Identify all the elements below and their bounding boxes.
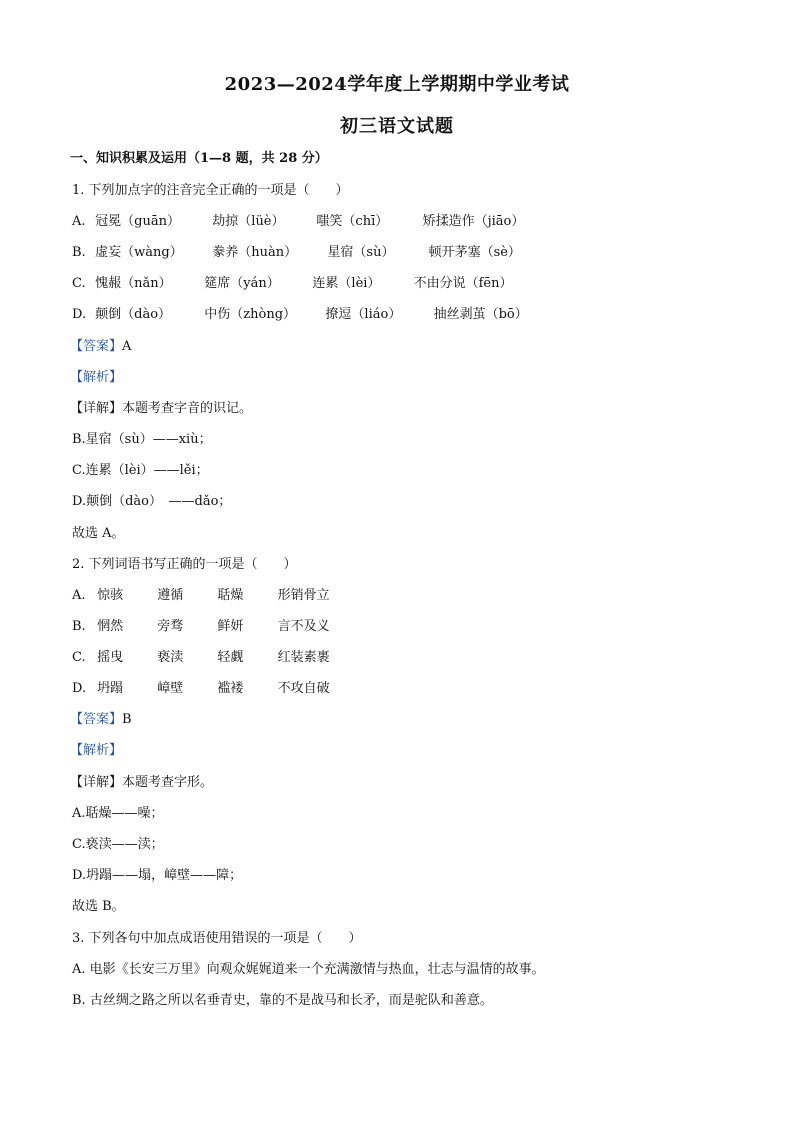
q2-conclusion: 故选 B。 bbox=[72, 899, 125, 914]
option-item: 亵渎 bbox=[157, 650, 184, 665]
detail-text: 本题考查字形。 bbox=[122, 775, 214, 790]
q1-option-a bbox=[72, 213, 524, 231]
option-letter: C. bbox=[72, 650, 86, 665]
option-item: 嗤笑（chī） bbox=[316, 214, 389, 229]
q2-option-d bbox=[72, 680, 330, 698]
option-letter: C. bbox=[72, 276, 86, 291]
q2-option-b bbox=[72, 618, 330, 636]
analysis-tag: 【解析】 bbox=[70, 743, 123, 758]
option-item: 言不及义 bbox=[277, 619, 330, 634]
option-letter: A. bbox=[72, 588, 86, 603]
q2-option-a bbox=[72, 587, 330, 605]
q3-stem: 3. 下列各句中加点成语使用错误的一项是（ ） bbox=[72, 931, 362, 946]
option-item: 星宿（sù） bbox=[327, 245, 395, 260]
option-item: 褴褛 bbox=[217, 681, 244, 696]
q1-option-c bbox=[72, 275, 512, 293]
option-item: 旁骛 bbox=[157, 619, 184, 634]
option-letter: D. bbox=[72, 307, 87, 322]
analysis-tag: 【解析】 bbox=[70, 370, 123, 385]
q3-option-b: B. 古丝绸之路之所以名垂青史，靠的不是战马和长矛，而是驼队和善意。 bbox=[72, 993, 493, 1008]
option-item: 顿开茅塞（sè） bbox=[428, 245, 521, 260]
q2-note-c: C.亵渎——渎； bbox=[72, 837, 164, 852]
answer-tag: 【答案】 bbox=[70, 339, 123, 354]
q2-stem: 2. 下列词语书写正确的一项是（ ） bbox=[72, 557, 297, 572]
q3-option-a: A. 电影《长安三万里》向观众娓娓道来一个充满激情与热血，壮志与温情的故事。 bbox=[72, 962, 545, 977]
option-item: 鲜妍 bbox=[217, 619, 244, 634]
option-item: 豢养（huàn） bbox=[212, 245, 298, 260]
option-item: 矫揉造作（jiāo） bbox=[422, 214, 525, 229]
q2-detail bbox=[70, 774, 213, 792]
q1-analysis bbox=[70, 369, 122, 387]
option-item: 颠倒（dào） bbox=[95, 307, 172, 322]
option-item: 坍蹋 bbox=[97, 681, 124, 696]
option-item: 轻觑 bbox=[217, 650, 244, 665]
q2-note-d: D.坍蹋——塌，嶂壁——障； bbox=[72, 868, 243, 883]
option-letter: B. bbox=[72, 619, 86, 634]
option-item: 惘然 bbox=[97, 619, 124, 634]
option-item: 聒燥 bbox=[217, 588, 244, 603]
option-item: 遵循 bbox=[157, 588, 184, 603]
option-item: 抽丝剥茧（bō） bbox=[433, 307, 528, 322]
option-item: 形销骨立 bbox=[277, 588, 330, 603]
q1-option-b bbox=[72, 244, 521, 262]
detail-tag: 【详解】 bbox=[70, 775, 123, 790]
option-item: 摇曳 bbox=[97, 650, 124, 665]
option-item: 不由分说（fēn） bbox=[413, 276, 513, 291]
q2-analysis bbox=[70, 742, 122, 760]
exam-title: 2023—2024学年度上学期期中学业考试 bbox=[224, 74, 570, 95]
option-letter: B. bbox=[72, 245, 86, 260]
option-item: 劫掠（lüè） bbox=[212, 214, 285, 229]
q1-stem: 1. 下列加点字的注音完全正确的一项是（ ） bbox=[72, 183, 349, 198]
option-letter: A. bbox=[72, 214, 86, 229]
answer-value: A bbox=[122, 339, 132, 354]
q1-note-d: D.颠倒（dào） ——dǎo； bbox=[72, 494, 232, 509]
q2-answer bbox=[70, 711, 132, 729]
detail-text: 本题考查字音的识记。 bbox=[122, 401, 253, 416]
option-item: 惊骇 bbox=[97, 588, 124, 603]
q1-note-c: C.连累（lèi）——lěi； bbox=[72, 463, 209, 478]
answer-value: B bbox=[122, 712, 132, 727]
q1-conclusion: 故选 A。 bbox=[72, 526, 125, 541]
option-item: 嶂壁 bbox=[157, 681, 184, 696]
option-item: 连累（lèi） bbox=[312, 276, 381, 291]
q1-detail bbox=[70, 400, 252, 418]
q2-note-a: A.聒燥——噪； bbox=[72, 806, 164, 821]
option-item: 红装素裹 bbox=[277, 650, 330, 665]
option-item: 愧赧（nǎn） bbox=[95, 276, 172, 291]
q1-answer bbox=[70, 338, 131, 356]
answer-tag: 【答案】 bbox=[70, 712, 123, 727]
option-item: 冠冕（guān） bbox=[95, 214, 180, 229]
q1-option-d bbox=[72, 306, 528, 324]
exam-subtitle: 初三语文试题 bbox=[340, 116, 454, 137]
section-heading: 一、知识积累及运用（1—8 题，共 28 分） bbox=[70, 151, 328, 166]
option-item: 虚妄（wàng） bbox=[95, 245, 183, 260]
option-letter: D. bbox=[72, 681, 87, 696]
q2-option-c bbox=[72, 649, 330, 667]
detail-tag: 【详解】 bbox=[70, 401, 123, 416]
option-item: 撩逗（liáo） bbox=[325, 307, 402, 322]
option-item: 中伤（zhòng） bbox=[204, 307, 297, 322]
option-item: 筵席（yán） bbox=[204, 276, 280, 291]
option-item: 不攻自破 bbox=[277, 681, 330, 696]
q1-note-b: B.星宿（sù）——xiù； bbox=[72, 432, 212, 447]
